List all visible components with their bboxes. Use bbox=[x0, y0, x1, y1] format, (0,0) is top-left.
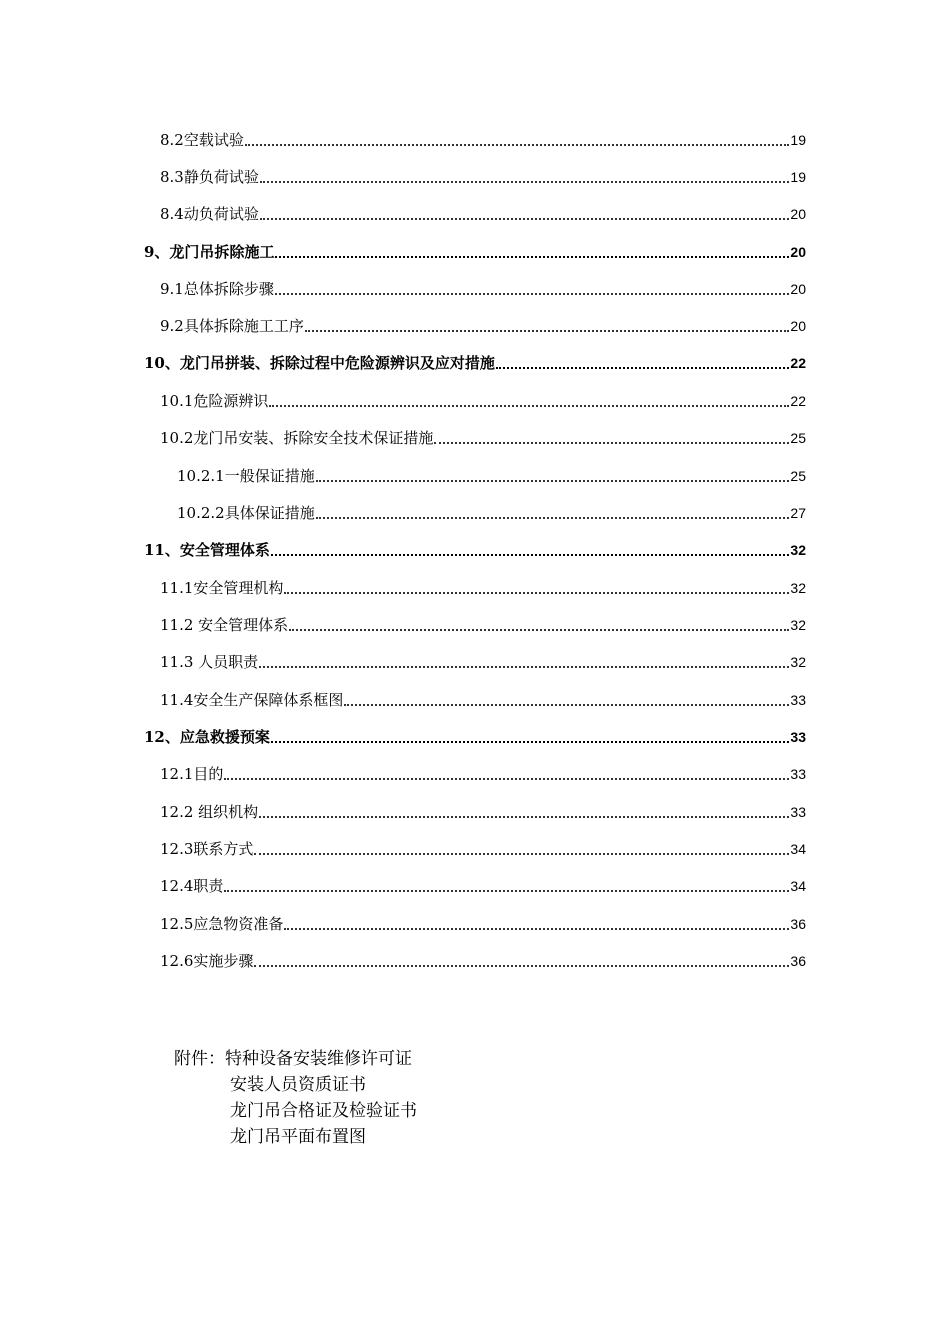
toc-entry-title: 8.4动负荷试验 bbox=[160, 205, 259, 223]
attachments-label: 附件： bbox=[174, 1049, 225, 1069]
toc-entry-page: 20 bbox=[790, 318, 806, 334]
toc-entry-page: 32 bbox=[790, 542, 806, 558]
attachment-item: 安装人员资质证书 bbox=[230, 1075, 366, 1095]
toc-entry[interactable] bbox=[160, 646, 806, 672]
toc-entry-page: 27 bbox=[790, 505, 806, 521]
toc-leader-dots bbox=[254, 853, 789, 855]
toc-entry-page: 32 bbox=[790, 654, 806, 670]
toc-leader-dots bbox=[275, 256, 789, 258]
toc-entry-title: 8.3静负荷试验 bbox=[160, 168, 259, 186]
toc-entry[interactable] bbox=[144, 721, 806, 747]
toc-entry[interactable] bbox=[160, 310, 806, 336]
attachment-item: 龙门吊平面布置图 bbox=[230, 1127, 366, 1147]
toc-leader-dots bbox=[260, 218, 790, 220]
toc-leader-dots bbox=[496, 367, 790, 369]
attachment-item: 龙门吊合格证及检验证书 bbox=[230, 1101, 417, 1121]
toc-entry-title: 10.2.1一般保证措施 bbox=[177, 467, 315, 485]
toc-entry-title: 11.2 安全管理体系 bbox=[160, 616, 289, 634]
toc-leader-dots bbox=[259, 816, 789, 818]
attachment-line bbox=[174, 1046, 417, 1072]
toc-entry-page: 19 bbox=[790, 169, 806, 185]
toc-leader-dots bbox=[284, 592, 789, 594]
attachments-block bbox=[174, 1046, 417, 1150]
toc-leader-dots bbox=[254, 965, 789, 967]
toc-entry[interactable] bbox=[160, 758, 806, 784]
toc-entry[interactable] bbox=[160, 124, 806, 150]
toc-entry-page: 32 bbox=[790, 580, 806, 596]
toc-entry-title: 11.3 人员职责 bbox=[160, 653, 259, 671]
toc-leader-dots bbox=[289, 629, 789, 631]
toc-entry-page: 33 bbox=[790, 804, 806, 820]
toc-leader-dots bbox=[271, 741, 790, 743]
toc-entry-page: 25 bbox=[790, 430, 806, 446]
toc-entry[interactable] bbox=[160, 385, 806, 411]
toc-entry-page: 33 bbox=[790, 766, 806, 782]
toc-entry-page: 36 bbox=[790, 916, 806, 932]
toc-entry[interactable] bbox=[160, 945, 806, 971]
toc-leader-dots bbox=[259, 666, 789, 668]
toc-entry-page: 19 bbox=[790, 132, 806, 148]
toc-entry-title: 10.2龙门吊安装、拆除安全技术保证措施 bbox=[160, 429, 434, 447]
toc-entry-title: 12.1目的 bbox=[160, 765, 224, 783]
toc-entry-page: 20 bbox=[790, 244, 806, 260]
toc-leader-dots bbox=[224, 778, 789, 780]
toc-entry[interactable] bbox=[144, 347, 806, 373]
toc-leader-dots bbox=[316, 480, 790, 482]
toc-entry-page: 22 bbox=[790, 355, 806, 371]
toc-entry[interactable] bbox=[160, 273, 806, 299]
toc-entry-title: 10、龙门吊拼装、拆除过程中危险源辨识及应对措施 bbox=[144, 354, 495, 372]
toc-entry-title: 9.2具体拆除施工工序 bbox=[160, 317, 304, 335]
toc-entry-title: 12.6实施步骤 bbox=[160, 952, 254, 970]
toc-entry-title: 12.2 组织机构 bbox=[160, 803, 259, 821]
toc-entry-title: 12.5应急物资准备 bbox=[160, 915, 284, 933]
toc-entry-page: 34 bbox=[790, 841, 806, 857]
toc-leader-dots bbox=[284, 928, 789, 930]
toc-leader-dots bbox=[305, 330, 790, 332]
toc-entry-title: 10.1危险源辨识 bbox=[160, 392, 269, 410]
toc-leader-dots bbox=[260, 181, 790, 183]
toc-leader-dots bbox=[316, 517, 790, 519]
toc-entry-page: 20 bbox=[790, 206, 806, 222]
toc-leader-dots bbox=[269, 405, 789, 407]
toc-leader-dots bbox=[224, 890, 789, 892]
toc-entry[interactable] bbox=[160, 796, 806, 822]
toc-entry-title: 12.3联系方式 bbox=[160, 840, 254, 858]
toc-leader-dots bbox=[275, 293, 790, 295]
toc-entry[interactable] bbox=[160, 870, 806, 896]
toc-entry-title: 11.1安全管理机构 bbox=[160, 579, 284, 597]
toc-entry-page: 34 bbox=[790, 878, 806, 894]
toc-entry[interactable] bbox=[144, 236, 806, 262]
toc-entry[interactable] bbox=[177, 460, 806, 486]
toc-entry-title: 9.1总体拆除步骤 bbox=[160, 280, 274, 298]
toc-entry-title: 11、安全管理体系 bbox=[144, 541, 270, 559]
toc-entry[interactable] bbox=[160, 609, 806, 635]
toc-entry[interactable] bbox=[160, 684, 806, 710]
toc-entry-title: 10.2.2具体保证措施 bbox=[177, 504, 315, 522]
toc-entry-page: 25 bbox=[790, 468, 806, 484]
toc-entry-page: 32 bbox=[790, 617, 806, 633]
toc-entry-page: 33 bbox=[790, 729, 806, 745]
toc-entry-title: 8.2空载试验 bbox=[160, 131, 244, 149]
toc-entry[interactable] bbox=[160, 422, 806, 448]
toc-entry-page: 20 bbox=[790, 281, 806, 297]
attachment-item: 特种设备安装维修许可证 bbox=[225, 1049, 412, 1069]
toc-entry[interactable] bbox=[160, 908, 806, 934]
toc-leader-dots bbox=[245, 144, 790, 146]
toc-entry-title: 9、龙门吊拆除施工 bbox=[144, 243, 275, 261]
toc-entry[interactable] bbox=[160, 572, 806, 598]
toc-leader-dots bbox=[344, 704, 789, 706]
toc-entry-page: 33 bbox=[790, 692, 806, 708]
toc-entry-page: 36 bbox=[790, 953, 806, 969]
toc-leader-dots bbox=[271, 554, 790, 556]
toc-entry[interactable] bbox=[177, 497, 806, 523]
toc-entry-title: 11.4安全生产保障体系框图 bbox=[160, 691, 344, 709]
toc-entry[interactable] bbox=[144, 534, 806, 560]
toc-entry[interactable] bbox=[160, 198, 806, 224]
toc-leader-dots bbox=[434, 442, 789, 444]
toc-entry[interactable] bbox=[160, 161, 806, 187]
toc-entry-page: 22 bbox=[790, 393, 806, 409]
toc-entry-title: 12、应急救援预案 bbox=[144, 728, 270, 746]
toc-entry-title: 12.4职责 bbox=[160, 877, 224, 895]
toc-entry[interactable] bbox=[160, 833, 806, 859]
